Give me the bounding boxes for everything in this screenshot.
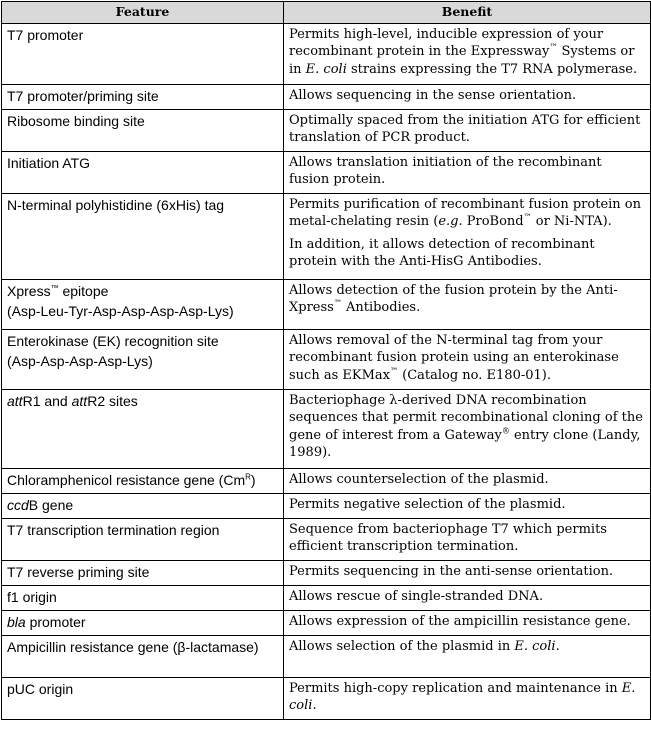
feature-cell: T7 promoter (2, 23, 284, 84)
feature-cell: Initiation ATG (2, 151, 284, 193)
benefit-cell: Optimally spaced from the initiation ATG for efficient translation of PCR product. (284, 109, 651, 151)
table-row (2, 23, 651, 84)
feature-name: Enterokinase (EK) recognition site (7, 332, 219, 349)
feature-benefit-table (1, 1, 651, 720)
table-row (2, 610, 651, 635)
benefit-cell: Allows counterselection of the plasmid. (284, 468, 651, 493)
benefit-cell: Allows rescue of single-stranded DNA. (284, 585, 651, 610)
table-row (2, 585, 651, 610)
benefit-cell: Allows removal of the N-terminal tag from your recombinant fusion protein using an enterokinase such as EKMax™ (Catalog no. E180-01). (284, 329, 651, 389)
benefit-header: Benefit (284, 2, 651, 24)
feature-cell: T7 promoter/priming site (2, 84, 284, 109)
table-row (2, 635, 651, 677)
benefit-cell: Allows selection of the plasmid in E. coli. (284, 635, 651, 677)
benefit-cell: Permits negative selection of the plasmid. (284, 493, 651, 518)
benefit-text: Permits purification of recombinant fusion protein on metal-chelating resin (e.g. ProBond™ or Ni-NTA). (289, 196, 641, 229)
feature-header: Feature (2, 2, 284, 24)
feature-cell: T7 reverse priming site (2, 560, 284, 585)
benefit-cell: Permits sequencing in the anti-sense orientation. (284, 560, 651, 585)
benefit-cell: Allows translation initiation of the recombinant fusion protein. (284, 151, 651, 193)
feature-cell: Chloramphenicol resistance gene $(Cm^R)$ (2, 468, 284, 493)
table-row (2, 279, 651, 329)
table-row (2, 389, 651, 468)
feature-sequence: (Asp-Leu-Tyr-Asp-Asp-Asp-Asp-Lys) (7, 302, 234, 319)
benefit-cell: Permits high-level, inducible expression of your recombinant protein in the Expressway™ Systems or in E. coli strains expressing the T7 RNA polymerase. (284, 23, 651, 84)
feature-sequence: (Asp-Asp-Asp-Asp-Lys) (7, 352, 153, 369)
header-row (2, 2, 651, 24)
feature-cell: f1 origin (2, 585, 284, 610)
feature-cell (2, 279, 284, 329)
feature-cell: Ribosome binding site (2, 109, 284, 151)
benefit-cell: Bacteriophage λ-derived DNA recombination sequences that permit recombinational cloning of the gene of interest from a Gateway® entry clone (Landy, 1989). (284, 389, 651, 468)
feature-cell (2, 329, 284, 389)
feature-cell: bla promoter (2, 610, 284, 635)
feature-cell: T7 transcription termination region (2, 518, 284, 560)
table-row (2, 329, 651, 389)
benefit-cell: Allows sequencing in the sense orientation. (284, 84, 651, 109)
table-row (2, 468, 651, 493)
table-row (2, 151, 651, 193)
benefit-cell: Allows detection of the fusion protein by the Anti-Xpress™ Antibodies. (284, 279, 651, 329)
table-row (2, 560, 651, 585)
feature-cell: ccdB gene (2, 493, 284, 518)
feature-cell: N-terminal polyhistidine (6xHis) tag (2, 193, 284, 279)
feature-name: Xpress™ epitope (7, 282, 109, 299)
benefit-cell: Allows expression of the ampicillin resistance gene. (284, 610, 651, 635)
table-row (2, 84, 651, 109)
table-row (2, 518, 651, 560)
feature-cell: pUC origin (2, 677, 284, 719)
feature-cell: attR1 and attR2 sites (2, 389, 284, 468)
table-row (2, 109, 651, 151)
benefit-cell (284, 193, 651, 279)
benefit-cell: Sequence from bacteriophage T7 which permits efficient transcription termination. (284, 518, 651, 560)
feature-cell: Ampicillin resistance gene (β-lactamase) (2, 635, 284, 677)
table-row (2, 677, 651, 719)
benefit-text-2: In addition, it allows detection of recombinant protein with the Anti-HisG Antibodies. (289, 236, 595, 269)
benefit-cell: Permits high-copy replication and maintenance in E. coli. (284, 677, 651, 719)
table-row (2, 193, 651, 279)
table-row (2, 493, 651, 518)
